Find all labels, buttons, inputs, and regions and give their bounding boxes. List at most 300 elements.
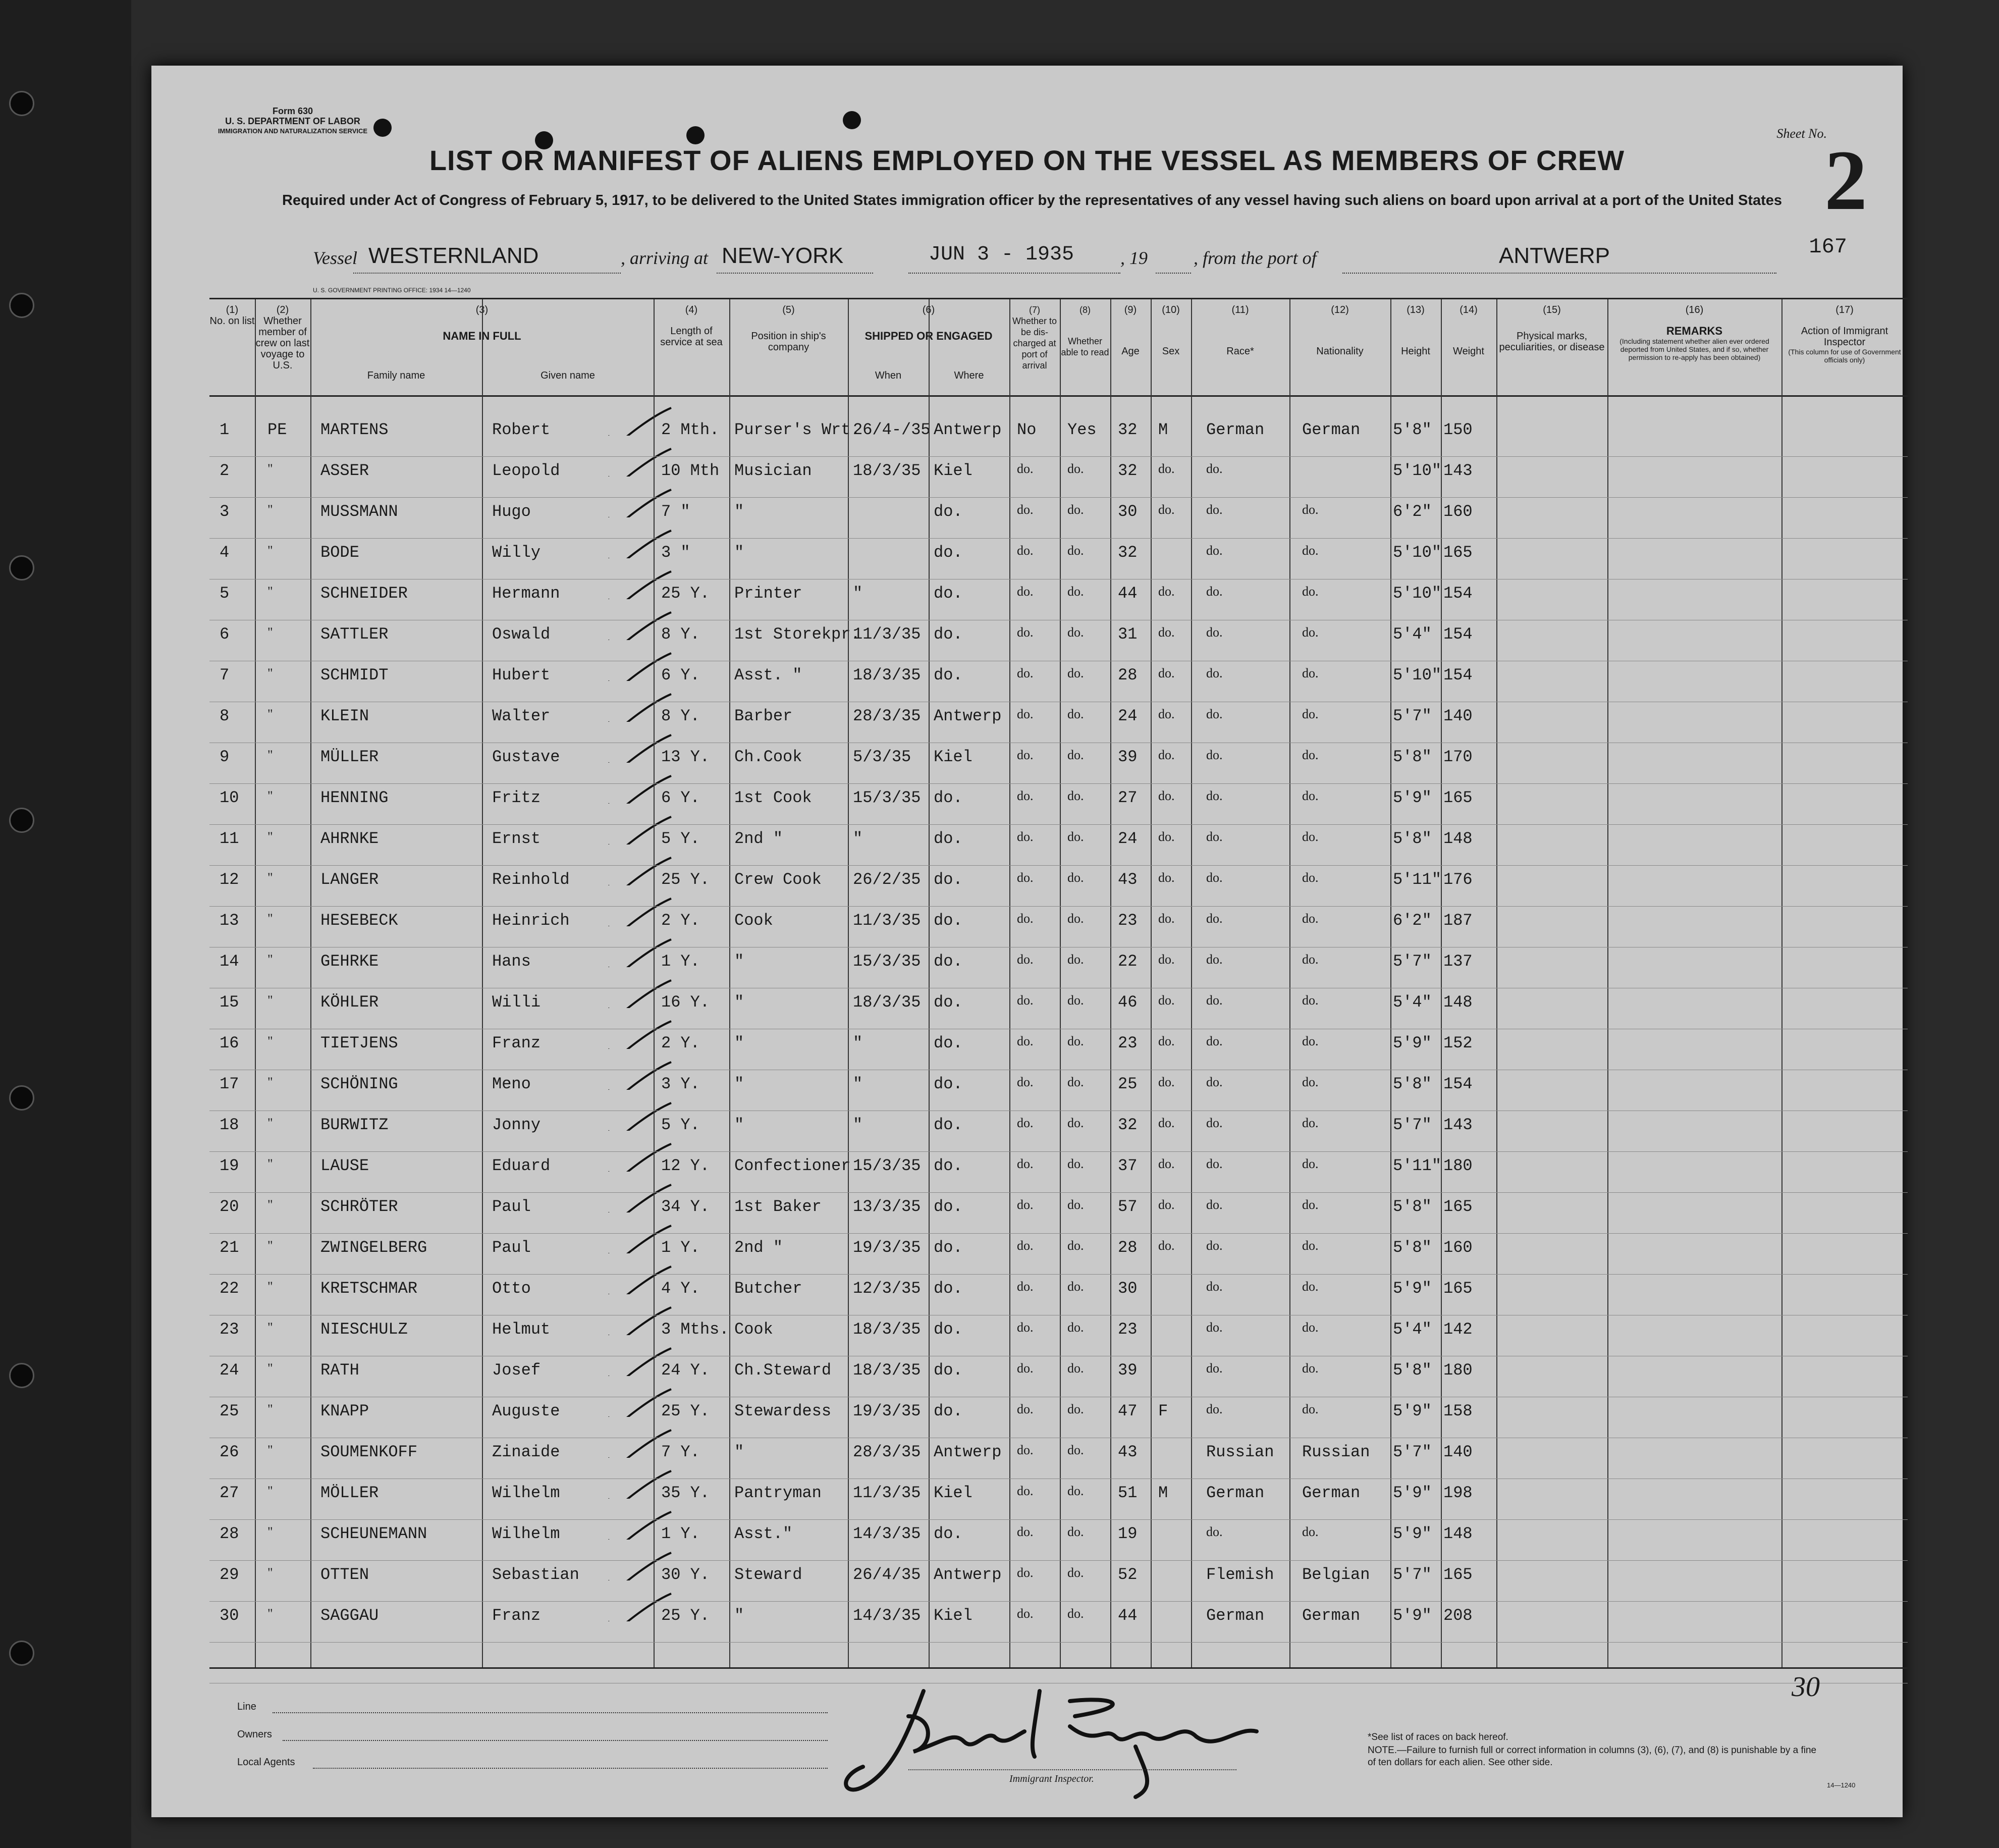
cell-given-name: Leopold — [492, 461, 560, 480]
cell-sex: do. — [1158, 788, 1175, 803]
cell-last-voyage-mark: " — [267, 870, 273, 885]
cell-age: 27 — [1118, 788, 1138, 807]
header-last-voyage: (2) Whether member of crew on last voyage to U.S. — [255, 304, 310, 371]
binder-hole — [9, 555, 34, 580]
cell-race: do. — [1206, 707, 1223, 721]
cell-discharged: do. — [1017, 911, 1034, 926]
cell-sex: do. — [1158, 502, 1175, 517]
cell-service-length: 25 Y. — [661, 1402, 710, 1420]
cell-able-to-read: do. — [1067, 461, 1084, 476]
column-rule — [482, 299, 483, 1667]
cell-position: Asst. " — [734, 666, 802, 684]
column-rule — [729, 299, 730, 1667]
cell-shipped-where: do. — [934, 625, 963, 644]
cell-family-name: SATTLER — [320, 625, 389, 644]
cell-given-name: Eduard — [492, 1156, 551, 1175]
cell-family-name: BURWITZ — [320, 1116, 389, 1134]
cell-family-name: SOUMENKOFF — [320, 1443, 418, 1461]
cell-last-voyage-mark: " — [267, 1565, 273, 1580]
cell-race: do. — [1206, 1034, 1223, 1048]
cell-discharged: No — [1017, 420, 1037, 439]
cell-service-length: 25 Y. — [661, 584, 710, 603]
cell-position: 1st Storekpr. — [734, 625, 860, 644]
header-read: (8) Whether able to read — [1061, 305, 1109, 357]
punch-hole — [843, 111, 861, 129]
cell-race: do. — [1206, 1524, 1223, 1539]
cell-nationality: do. — [1302, 870, 1319, 885]
cell-height: 5'8" — [1393, 420, 1432, 439]
cell-position: 1st Baker — [734, 1197, 822, 1216]
cell-discharged: do. — [1017, 1156, 1034, 1171]
cell-able-to-read: do. — [1067, 1606, 1084, 1621]
cell-sex: do. — [1158, 584, 1175, 599]
cell-row-number: 7 — [220, 666, 230, 684]
cell-race: do. — [1206, 1075, 1223, 1089]
cell-height: 5'4" — [1393, 1320, 1432, 1339]
cell-weight: 170 — [1443, 748, 1473, 766]
column-rule — [1009, 299, 1010, 1667]
row-rule — [209, 538, 1908, 539]
cell-discharged: do. — [1017, 1484, 1034, 1498]
cell-shipped-when: 12/3/35 — [853, 1279, 921, 1298]
cell-service-length: 5 Y. — [661, 829, 700, 848]
cell-age: 32 — [1118, 543, 1138, 562]
check-mark — [603, 1305, 674, 1335]
cell-race: do. — [1206, 1279, 1223, 1294]
binder-hole — [9, 1363, 34, 1388]
cell-race: do. — [1206, 584, 1223, 599]
cell-height: 5'9" — [1393, 1606, 1432, 1625]
cell-height: 6'2" — [1393, 911, 1432, 930]
cell-last-voyage-mark: " — [267, 1443, 273, 1457]
document-subtitle: Required under Act of Congress of February 5, 1917, to be delivered to the United States immigration officer by the representatives of any vessel having such aliens on board upon arrival at a port of the United States — [282, 192, 1782, 208]
cell-able-to-read: do. — [1067, 870, 1084, 885]
cell-discharged: do. — [1017, 625, 1034, 640]
cell-service-length: 10 Mth — [661, 461, 720, 480]
cell-age: 31 — [1118, 625, 1138, 644]
cell-shipped-where: do. — [934, 1075, 963, 1093]
cell-shipped-when: 26/4/35 — [853, 1565, 921, 1584]
cell-able-to-read: do. — [1067, 748, 1084, 762]
cell-height: 5'9" — [1393, 1279, 1432, 1298]
cell-position: Musician — [734, 461, 812, 480]
cell-shipped-when: 19/3/35 — [853, 1238, 921, 1257]
cell-given-name: Helmut — [492, 1320, 551, 1339]
cell-given-name: Hans — [492, 952, 531, 971]
cell-discharged: do. — [1017, 829, 1034, 844]
cell-discharged: do. — [1017, 952, 1034, 967]
cell-shipped-where: do. — [934, 1279, 963, 1298]
cell-nationality: do. — [1302, 829, 1319, 844]
cell-discharged: do. — [1017, 1565, 1034, 1580]
cell-race: do. — [1206, 870, 1223, 885]
check-mark — [603, 896, 674, 926]
cell-height: 5'10" — [1393, 666, 1442, 684]
cell-service-length: 34 Y. — [661, 1197, 710, 1216]
cell-family-name: GEHRKE — [320, 952, 379, 971]
cell-discharged: do. — [1017, 1034, 1034, 1048]
check-mark — [603, 1591, 674, 1621]
cell-last-voyage-mark: " — [267, 502, 273, 517]
cell-shipped-when: 11/3/35 — [853, 1484, 921, 1502]
cell-weight: 137 — [1443, 952, 1473, 971]
cell-shipped-when: " — [853, 1116, 863, 1134]
cell-row-number: 17 — [220, 1075, 239, 1093]
cell-weight: 165 — [1443, 1279, 1473, 1298]
cell-race: do. — [1206, 1156, 1223, 1171]
row-rule — [209, 824, 1908, 825]
cell-weight: 165 — [1443, 1197, 1473, 1216]
cell-family-name: SAGGAU — [320, 1606, 379, 1625]
cell-position: " — [734, 502, 744, 521]
check-mark — [603, 1100, 674, 1131]
cell-race: do. — [1206, 461, 1223, 476]
cell-position: " — [734, 1116, 744, 1134]
cell-nationality: do. — [1302, 1075, 1319, 1089]
cell-race: do. — [1206, 1361, 1223, 1376]
cell-able-to-read: do. — [1067, 1279, 1084, 1294]
cell-position: " — [734, 543, 744, 562]
cell-shipped-where: do. — [934, 829, 963, 848]
penalty-note: NOTE.—Failure to furnish full or correct information in columns (3), (6), (7), and (8) is punishable by a fine of ten dollars for each alien. See other side. — [1368, 1745, 1817, 1768]
punch-hole — [686, 126, 705, 144]
cell-given-name: Wilhelm — [492, 1484, 560, 1502]
cell-height: 5'7" — [1393, 1443, 1432, 1461]
cell-discharged: do. — [1017, 1238, 1034, 1253]
cell-row-number: 27 — [220, 1484, 239, 1502]
cell-service-length: 25 Y. — [661, 870, 710, 889]
header-age: (9) Age — [1121, 304, 1140, 357]
cell-position: " — [734, 1034, 744, 1052]
cell-service-length: 3 " — [661, 543, 690, 562]
cell-race: do. — [1206, 502, 1223, 517]
cell-position: Purser's Wrt. — [734, 420, 860, 439]
cell-height: 5'7" — [1393, 952, 1432, 971]
cell-family-name: ASSER — [320, 461, 369, 480]
cell-family-name: HENNING — [320, 788, 389, 807]
cell-age: 46 — [1118, 993, 1138, 1012]
vessel-name: WESTERNLAND — [368, 243, 539, 268]
cell-family-name: LAUSE — [320, 1156, 369, 1175]
cell-shipped-where: do. — [934, 1034, 963, 1052]
cell-age: 32 — [1118, 420, 1138, 439]
row-rule — [209, 1151, 1908, 1152]
cell-row-number: 20 — [220, 1197, 239, 1216]
cell-last-voyage-mark: " — [267, 911, 273, 926]
cell-shipped-when: 18/3/35 — [853, 1361, 921, 1380]
check-mark — [603, 1264, 674, 1294]
cell-last-voyage-mark: " — [267, 707, 273, 721]
cell-discharged: do. — [1017, 1279, 1034, 1294]
cell-race: do. — [1206, 748, 1223, 762]
cell-weight: 143 — [1443, 461, 1473, 480]
cell-race: do. — [1206, 829, 1223, 844]
cell-position: Pantryman — [734, 1484, 822, 1502]
cell-given-name: Zinaide — [492, 1443, 560, 1461]
cell-discharged: do. — [1017, 1320, 1034, 1335]
cell-able-to-read: do. — [1067, 1402, 1084, 1416]
cell-given-name: Meno — [492, 1075, 531, 1093]
cell-age: 43 — [1118, 870, 1138, 889]
cell-discharged: do. — [1017, 461, 1034, 476]
cell-discharged: do. — [1017, 993, 1034, 1008]
cell-height: 5'4" — [1393, 625, 1432, 644]
binder-hole — [9, 1641, 34, 1666]
cell-height: 5'7" — [1393, 707, 1432, 725]
cell-nationality: do. — [1302, 993, 1319, 1008]
cell-sex: do. — [1158, 666, 1175, 680]
cell-shipped-where: Antwerp — [934, 420, 1002, 439]
cell-sex: do. — [1158, 870, 1175, 885]
cell-age: 37 — [1118, 1156, 1138, 1175]
cell-able-to-read: do. — [1067, 1565, 1084, 1580]
check-mark — [603, 692, 674, 722]
check-mark — [603, 569, 674, 599]
cell-sex: do. — [1158, 1034, 1175, 1048]
cell-height: 5'9" — [1393, 1484, 1432, 1502]
cell-given-name: Hubert — [492, 666, 551, 684]
cell-sex: do. — [1158, 829, 1175, 844]
arriving-label: , arriving at — [621, 248, 709, 268]
cell-race: German — [1206, 420, 1265, 439]
cell-sex: do. — [1158, 952, 1175, 967]
cell-race: do. — [1206, 788, 1223, 803]
cell-sex: M — [1158, 1484, 1168, 1502]
row-rule — [209, 1560, 1908, 1561]
cell-last-voyage-mark: " — [267, 1075, 273, 1089]
cell-shipped-when: 26/4-/35 — [853, 420, 931, 439]
cell-shipped-where: do. — [934, 911, 963, 930]
cell-row-number: 3 — [220, 502, 230, 521]
cell-shipped-where: do. — [934, 1197, 963, 1216]
cell-able-to-read: do. — [1067, 788, 1084, 803]
cell-position: 2nd " — [734, 829, 783, 848]
cell-age: 28 — [1118, 1238, 1138, 1257]
cell-race: do. — [1206, 1238, 1223, 1253]
cell-position: Cook — [734, 1320, 773, 1339]
cell-nationality: do. — [1302, 1034, 1319, 1048]
cell-nationality: do. — [1302, 1197, 1319, 1212]
cell-shipped-where: do. — [934, 584, 963, 603]
cell-discharged: do. — [1017, 1402, 1034, 1416]
races-note: *See list of races on back hereof. — [1368, 1732, 1508, 1743]
cell-shipped-where: do. — [934, 1320, 963, 1339]
binder-hole — [9, 1085, 34, 1111]
cell-nationality: do. — [1302, 1238, 1319, 1253]
cell-able-to-read: do. — [1067, 1197, 1084, 1212]
cell-row-number: 16 — [220, 1034, 239, 1052]
cell-shipped-where: do. — [934, 1116, 963, 1134]
cell-service-length: 30 Y. — [661, 1565, 710, 1584]
cell-sex: do. — [1158, 1197, 1175, 1212]
cell-age: 30 — [1118, 502, 1138, 521]
cell-nationality: German — [1302, 1606, 1361, 1625]
cell-shipped-where: Antwerp — [934, 707, 1002, 725]
cell-able-to-read: do. — [1067, 1443, 1084, 1457]
cell-age: 30 — [1118, 1279, 1138, 1298]
cell-position: 1st Cook — [734, 788, 812, 807]
cell-sex: do. — [1158, 707, 1175, 721]
cell-given-name: Reinhold — [492, 870, 570, 889]
cell-shipped-where: do. — [934, 1361, 963, 1380]
column-rule — [255, 299, 256, 1667]
column-rule — [1289, 299, 1290, 1667]
cell-last-voyage-mark: " — [267, 748, 273, 762]
service-name: IMMIGRATION AND NATURALIZATION SERVICE — [218, 127, 368, 135]
cell-last-voyage-mark: " — [267, 829, 273, 844]
cell-service-length: 3 Mths. — [661, 1320, 729, 1339]
cell-weight: 154 — [1443, 584, 1473, 603]
cell-family-name: KRETSCHMAR — [320, 1279, 418, 1298]
cell-sex: do. — [1158, 911, 1175, 926]
punch-hole — [373, 119, 392, 137]
cell-service-length: 8 Y. — [661, 625, 700, 644]
cell-service-length: 1 Y. — [661, 1524, 700, 1543]
cell-age: 51 — [1118, 1484, 1138, 1502]
cell-height: 5'9" — [1393, 1524, 1432, 1543]
cell-last-voyage-mark: " — [267, 788, 273, 803]
cell-discharged: do. — [1017, 1361, 1034, 1376]
cell-nationality: do. — [1302, 666, 1319, 680]
cell-given-name: Paul — [492, 1238, 531, 1257]
cell-position: Asst." — [734, 1524, 793, 1543]
cell-last-voyage-mark: " — [267, 1279, 273, 1294]
cell-given-name: Ernst — [492, 829, 541, 848]
cell-service-length: 12 Y. — [661, 1156, 710, 1175]
cell-service-length: 2 Y. — [661, 1034, 700, 1052]
cell-sex: do. — [1158, 1116, 1175, 1130]
row-rule — [209, 1601, 1908, 1602]
cell-shipped-when: 28/3/35 — [853, 1443, 921, 1461]
cell-last-voyage-mark: " — [267, 461, 273, 476]
cell-race: do. — [1206, 1116, 1223, 1130]
cell-last-voyage-mark: " — [267, 1606, 273, 1621]
cell-weight: 154 — [1443, 625, 1473, 644]
cell-service-length: 5 Y. — [661, 1116, 700, 1134]
check-mark — [603, 405, 674, 436]
cell-able-to-read: do. — [1067, 1484, 1084, 1498]
cell-age: 32 — [1118, 461, 1138, 480]
cell-last-voyage-mark: " — [267, 543, 273, 558]
header-given-name: Given name — [541, 370, 595, 381]
row-rule — [209, 865, 1908, 866]
cell-given-name: Heinrich — [492, 911, 570, 930]
cell-height: 5'8" — [1393, 829, 1432, 848]
cell-shipped-when: 14/3/35 — [853, 1524, 921, 1543]
cell-family-name: NIESCHULZ — [320, 1320, 408, 1339]
cell-nationality: do. — [1302, 1361, 1319, 1376]
cell-weight: 154 — [1443, 1075, 1473, 1093]
check-mark — [603, 1468, 674, 1499]
cell-nationality: do. — [1302, 1116, 1319, 1130]
cell-given-name: Josef — [492, 1361, 541, 1380]
cell-shipped-when: 14/3/35 — [853, 1606, 921, 1625]
cell-row-number: 9 — [220, 748, 230, 766]
column-rule — [1151, 299, 1152, 1667]
cell-given-name: Oswald — [492, 625, 551, 644]
cell-nationality: German — [1302, 420, 1361, 439]
cell-race: Flemish — [1206, 1565, 1274, 1584]
check-mark — [603, 1141, 674, 1172]
cell-service-length: 6 Y. — [661, 788, 700, 807]
stamp-number: 167 — [1809, 235, 1847, 259]
cell-service-length: 16 Y. — [661, 993, 710, 1012]
form-code: 14—1240 — [1827, 1781, 1856, 1789]
cell-given-name: Walter — [492, 707, 551, 725]
cell-race: do. — [1206, 952, 1223, 967]
check-mark — [603, 1223, 674, 1253]
cell-service-length: 1 Y. — [661, 1238, 700, 1257]
cell-family-name: SCHMIDT — [320, 666, 389, 684]
crew-table — [209, 298, 1908, 1669]
cell-shipped-where: do. — [934, 502, 963, 521]
cell-sex: do. — [1158, 1238, 1175, 1253]
header-race: (11) Race* — [1226, 304, 1254, 357]
manifest-sheet — [151, 66, 1903, 1817]
cell-row-number: 11 — [220, 829, 239, 848]
header-nationality: (12) Nationality — [1316, 304, 1364, 357]
cell-service-length: 7 Y. — [661, 1443, 700, 1461]
cell-weight: 140 — [1443, 707, 1473, 725]
cell-service-length: 8 Y. — [661, 707, 700, 725]
cell-able-to-read: do. — [1067, 993, 1084, 1008]
cell-position: " — [734, 1075, 744, 1093]
cell-row-number: 8 — [220, 707, 230, 725]
cell-row-number: 10 — [220, 788, 239, 807]
cell-row-number: 26 — [220, 1443, 239, 1461]
cell-age: 39 — [1118, 748, 1138, 766]
cell-age: 43 — [1118, 1443, 1138, 1461]
cell-row-number: 21 — [220, 1238, 239, 1257]
cell-shipped-when: 18/3/35 — [853, 666, 921, 684]
cell-age: 28 — [1118, 666, 1138, 684]
check-mark — [603, 1387, 674, 1417]
cell-given-name: Hermann — [492, 584, 560, 603]
cell-height: 5'7" — [1393, 1116, 1432, 1134]
header-weight: (14) Weight — [1453, 304, 1484, 357]
cell-age: 23 — [1118, 911, 1138, 930]
form-number: Form 630 — [272, 106, 313, 116]
cell-weight: 208 — [1443, 1606, 1473, 1625]
check-mark — [603, 978, 674, 1008]
cell-last-voyage-mark: PE — [267, 420, 287, 439]
header-shipped: (6) SHIPPED OR ENGAGED — [865, 304, 993, 342]
cell-age: 24 — [1118, 707, 1138, 725]
cell-service-length: 6 Y. — [661, 666, 700, 684]
cell-service-length: 3 Y. — [661, 1075, 700, 1093]
row-rule — [209, 1233, 1908, 1234]
cell-family-name: SCHEUNEMANN — [320, 1524, 427, 1543]
cell-position: " — [734, 1443, 744, 1461]
cell-weight: 165 — [1443, 1565, 1473, 1584]
cell-height: 5'4" — [1393, 993, 1432, 1012]
cell-family-name: LANGER — [320, 870, 379, 889]
row-rule — [209, 1274, 1908, 1275]
cell-sex: F — [1158, 1402, 1168, 1420]
cell-race: do. — [1206, 911, 1223, 926]
cell-position: " — [734, 1606, 744, 1625]
cell-weight: 180 — [1443, 1156, 1473, 1175]
cell-nationality: do. — [1302, 1279, 1319, 1294]
cell-shipped-when: 19/3/35 — [853, 1402, 921, 1420]
inspector-label: Immigrant Inspector. — [1009, 1773, 1094, 1784]
agents-label: Local Agents — [237, 1757, 295, 1768]
column-rule — [1110, 299, 1111, 1667]
cell-discharged: do. — [1017, 707, 1034, 721]
header-rule — [209, 395, 1908, 397]
cell-weight: 152 — [1443, 1034, 1473, 1052]
cell-service-length: 25 Y. — [661, 1606, 710, 1625]
